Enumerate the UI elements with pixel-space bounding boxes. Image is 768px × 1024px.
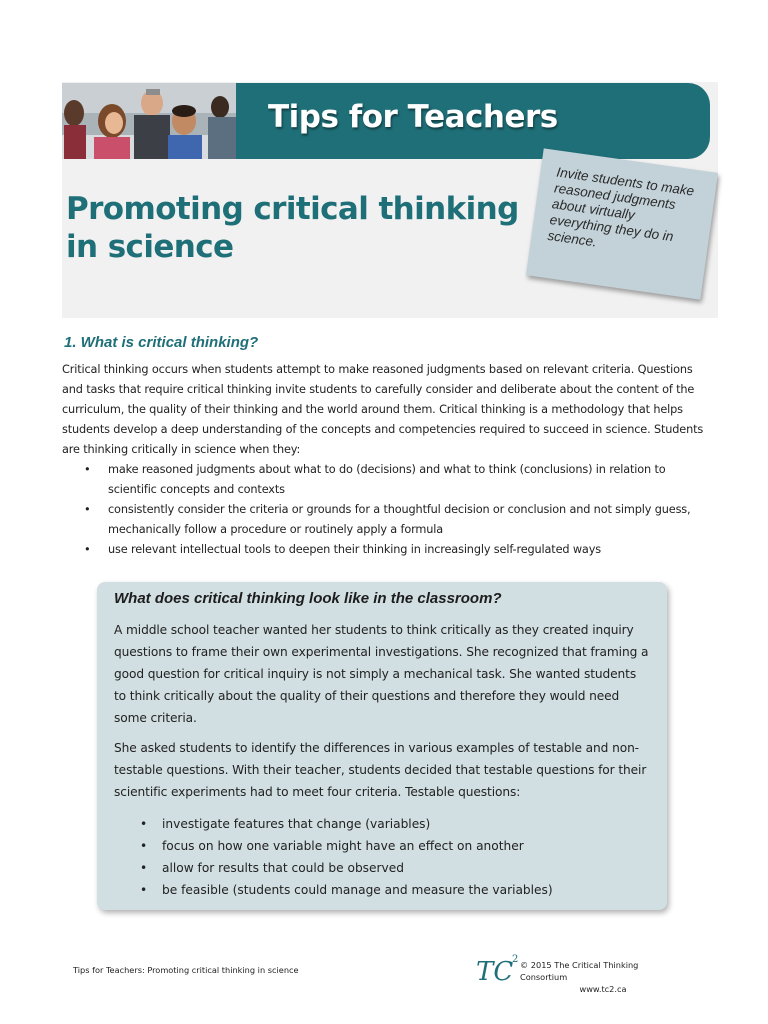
box-paragraph-2: She asked students to identify the differences in various examples of testable and non-testable questions. With their teacher, students decided that testable questions for their scientific experiments had to meet four criteria. Testable questions: (114, 741, 647, 799)
tc2-logo-icon (474, 950, 522, 988)
tips-banner (222, 83, 710, 159)
callout-note (526, 148, 718, 299)
criteria-item: • investigate features that change (variables) (114, 813, 651, 835)
criteria-item: • focus on how one variable might have an effect on another (114, 835, 651, 857)
section-bullet: • make reasoned judgments about what to do (decisions) and what to think (conclusions) in relation to scientific concepts and contexts (62, 460, 716, 500)
section-bullet: • consistently consider the criteria or grounds for a thoughtful decision or conclusion and not simply guess, mechanically follow a procedure or routinely apply a formula (62, 500, 716, 540)
logo-superscript: 2 (512, 954, 519, 965)
callout-text: Invite students to make reasoned judgments about virtually everything they do in science. (546, 164, 696, 250)
footer-copyright-block (518, 959, 688, 995)
classroom-photo-illustration (62, 83, 236, 159)
section-body (62, 360, 716, 560)
criteria-item: • allow for results that could be observed (114, 857, 651, 879)
section-bullet: • use relevant intellectual tools to deepen their thinking in increasingly self-regulated ways (62, 540, 716, 560)
footer-document-label: Tips for Teachers: Promoting critical thinking in science (73, 965, 299, 975)
document-title (66, 190, 526, 266)
section-heading: 1. What is critical thinking? (64, 334, 259, 351)
logo-letters: TC (476, 957, 514, 987)
section-paragraph: Critical thinking occurs when students attempt to make reasoned judgments based on relevant criteria. Questions and tasks that require critical thinking invite students to carefully consider and deliberate about the content of the curriculum, the quality of their thinking and the world around them. Critical thinking is a methodology that helps students develop a deep understanding of the concepts and competencies required to succeed in science. Students are thinking critically in science when they: (62, 363, 704, 456)
box-paragraph-1: A middle school teacher wanted her students to think critically as they created inquiry questions to frame their own experimental investigations. She recognized that framing a good question for critical inquiry is not simply a mechanical task. She wanted students to think critically about the quality of their questions and therefore they would need some criteria. (114, 623, 649, 725)
classroom-photo (62, 83, 236, 159)
footer-copyright: © 2015 The Critical Thinking Consortium (520, 960, 639, 982)
title-line-2: in science (66, 229, 234, 265)
title-line-1: Promoting critical thinking (66, 191, 519, 227)
classroom-example-box (97, 582, 667, 910)
criteria-list (114, 813, 651, 901)
criteria-item: • be feasible (students could manage and measure the variables) (114, 879, 651, 901)
box-heading: What does critical thinking look like in the classroom? (114, 590, 502, 607)
banner-title: Tips for Teachers (268, 99, 558, 135)
footer-url[interactable]: www.tc2.ca (579, 984, 627, 994)
section-bullet-list (62, 460, 716, 560)
